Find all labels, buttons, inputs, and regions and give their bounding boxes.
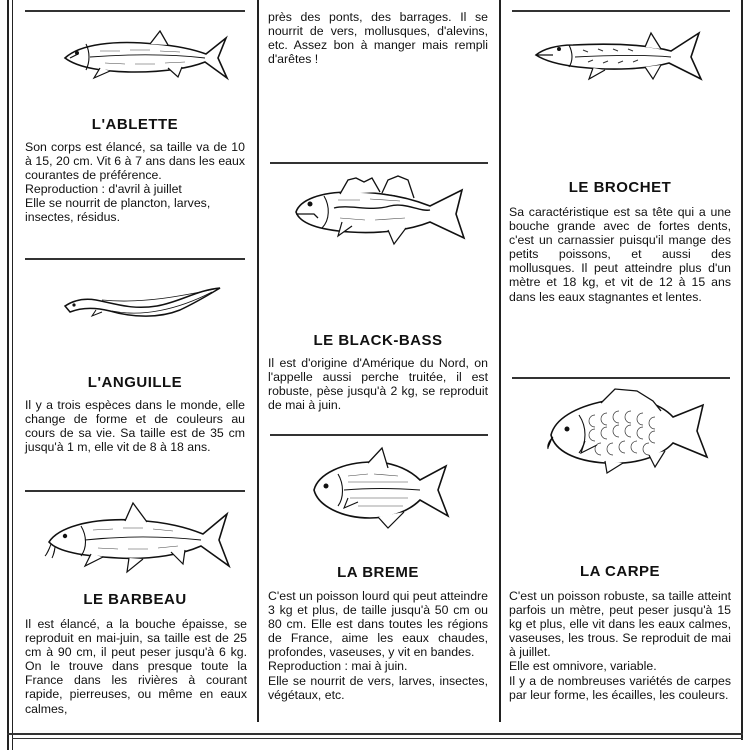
ablette-text	[25, 140, 245, 225]
breme-diet: Elle se nourrit de vers, larves, insectes, végétaux, etc.	[268, 673, 488, 702]
ablette-title: L'ABLETTE	[91, 116, 179, 133]
separator-brochet-carpe	[512, 377, 730, 379]
blackbass-description: Il est d'origine d'Amérique du Nord, on l'appelle aussi perche truitée, il est robuste, pèse jusqu'à 2 kg, se reproduit de mai à juin.	[268, 356, 488, 413]
carpe-title: LA CARPE	[579, 563, 661, 580]
left-border	[7, 0, 9, 750]
ablette-diet: Elle se nourrit de plancton, larves, insectes, résidus.	[25, 196, 211, 225]
ablette-illustration	[60, 30, 230, 85]
column-divider-2	[499, 0, 501, 722]
separator-top-col1	[25, 10, 245, 12]
brochet-title: LE BROCHET	[568, 179, 672, 196]
blackbass-illustration	[290, 174, 470, 254]
column-divider-1	[257, 0, 259, 722]
brochet-illustration	[533, 25, 703, 85]
separator-ablette-anguille	[25, 258, 245, 260]
anguille-description: Il y a trois espèces dans le monde, elle change de forme et de couleurs au cours de sa vie. Sa taille est de 35 cm jusqu'à 1 m, elle vit de 8 à 18 ans.	[25, 398, 245, 455]
carpe-varieties: Il y a de nombreuses variétés de carpes par leur forme, les écailles, les couleurs.	[509, 673, 731, 702]
breme-description: C'est un poisson lourd qui peut atteindre 3 kg et plus, de taille jusqu'à 50 cm ou 80 cm. Elle est dans toutes les régions de France, aime les eaux chaudes, profondes, vaseuses, y vit en bandes.	[268, 589, 488, 660]
separator-continuation-blackbass	[270, 162, 488, 164]
brochet-text	[509, 205, 731, 304]
ablette-description: Son corps est élancé, sa taille va de 10 à 15, 20 cm. Vit 6 à 7 ans dans les eaux courantes de préférence.	[25, 140, 245, 183]
blackbass-text	[268, 356, 488, 412]
breme-title: LA BREME	[337, 564, 419, 581]
barbeau-title: LE BARBEAU	[83, 591, 187, 608]
breme-text	[268, 589, 488, 702]
bottom-border-inner	[12, 738, 743, 739]
carpe-text	[509, 589, 731, 702]
anguille-illustration	[62, 280, 222, 325]
bottom-border	[7, 733, 743, 735]
right-border	[741, 0, 743, 740]
brochet-description: Sa caractéristique est sa tête qui a une bouche grande avec de fortes dents, c'est un carnassier puisqu'il mange des petits poissons, et aussi des mollusques. Il peut atteindre plus d'un mètre et 18 kg, et vit de 12 à 15 ans dans les eaux stagnantes et lentes.	[509, 205, 731, 304]
anguille-title: L'ANGUILLE	[87, 374, 183, 391]
separator-top-col3	[512, 10, 730, 12]
breme-illustration	[308, 446, 453, 531]
barbeau-description: Il est élancé, a la bouche épaisse, se reproduit en mai-juin, sa taille est de 25 cm à 90 cm, il peut peser jusqu'à 6 kg. On le trouve dans presque toute la France dans les rivières à courant rapide, pierreuses, ou même en eaux calmes,	[25, 617, 247, 716]
separator-anguille-barbeau	[25, 490, 245, 492]
separator-blackbass-breme	[270, 434, 488, 436]
carpe-description: C'est un poisson robuste, sa taille atteint parfois un mètre, peut peser jusqu'à 15 kg et plus, elle vit dans les eaux calmes, vaseuses, les trous. Se reproduit de mai à juillet.	[509, 589, 731, 660]
anguille-text	[25, 398, 245, 454]
blackbass-title: LE BLACK-BASS	[313, 332, 443, 349]
ablette-reproduction: Reproduction : d'avril à juillet	[25, 182, 182, 197]
left-border-inner	[12, 0, 13, 750]
carpe-illustration	[545, 385, 710, 475]
carpe-diet: Elle est omnivore, variable.	[509, 659, 657, 674]
barbeau-continuation-text: près des ponts, des barrages. Il se nourrit de vers, mollusques, d'alevins, etc. Assez bon à manger mais rempli d'arêtes !	[268, 10, 488, 67]
barbeau-text	[25, 617, 247, 716]
barbeau-illustration	[43, 500, 233, 580]
breme-reproduction: Reproduction : mai à juin.	[268, 659, 408, 674]
